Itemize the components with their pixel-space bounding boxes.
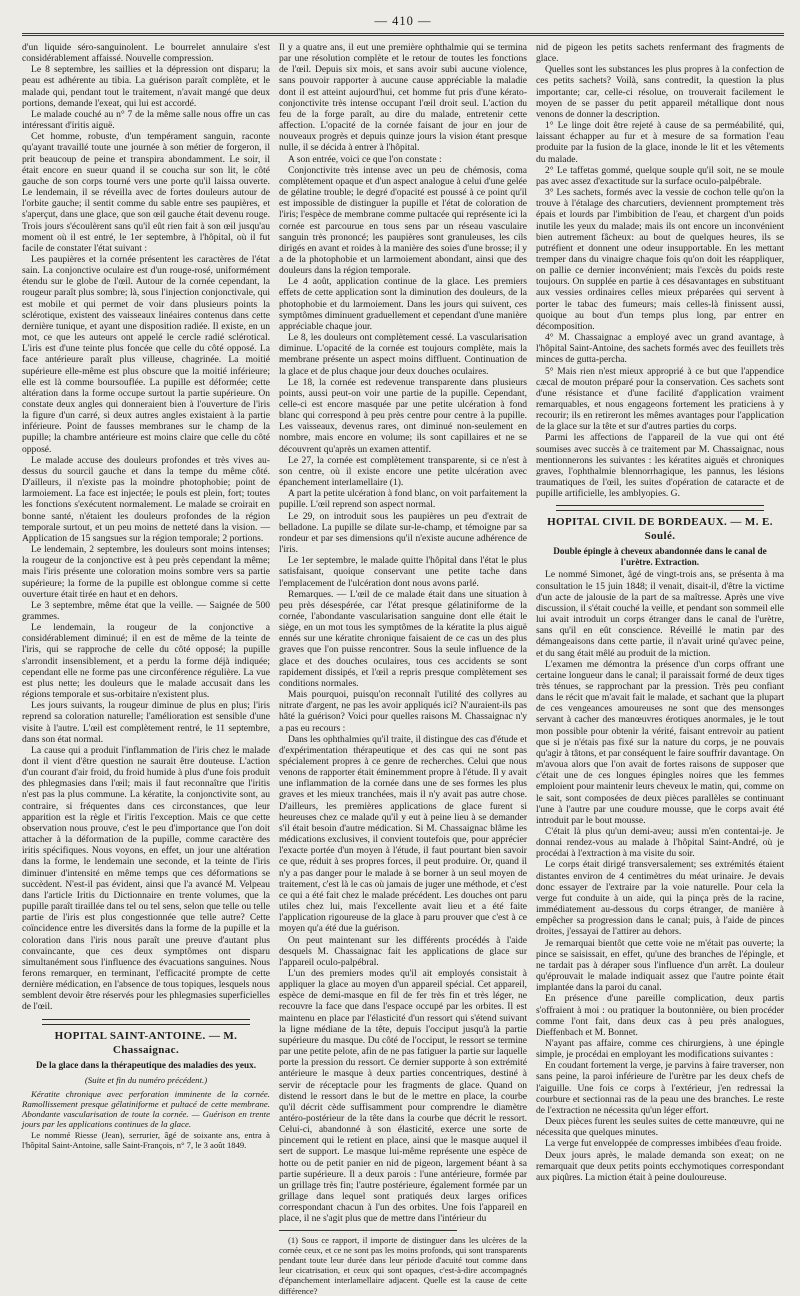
paragraph: d'un liquide séro-sanguinolent. Le bourrelet annulaire s'est considérablement affaissé. Nouvelle compression. [22, 42, 270, 65]
paragraph: A son entrée, voici ce que l'on constate : [288, 153, 442, 165]
paragraph: Il y a quatre ans, il eut une première ophthalmie qui se termina par une résolution complète et le retour de toutes les fonctions de l'œil. Depuis six mois, et sans avoir subi aucune violence, sans pouvoir rapporter à aucune cause appréciable la maladie dont il est atteint aujourd'hui, cet homme fut pris d'une kérato-conjonctivite très intense occupant l'œil droit seul. L'action du feu de la forge paraît, au dire du malade, entretenir cette affection. L'opacité de la cornée faisant de jour en jour de nouveaux progrès et depuis quinze jours la vision étant presque nulle, il se décida à entrer à l'hôpital. [279, 42, 527, 154]
section-title: HOPITAL SAINT-ANTOINE. — M. Chassaignac. [54, 1029, 238, 1056]
section-subtitle: De la glace dans la thérapeutique des maladies des yeux. [36, 1059, 256, 1070]
paragraph: Je remarquai bientôt que cette voie ne m'était pas ouverte; la pince se saisissait, en effet, qu'une des branches de l'épingle, et ne tardait pas à déraper sous l'influence d'un arrêt. La douleur qu'éprouvait le malade indiquait assez que l'autre pointe était implantée dans la paroi du canal. [536, 937, 784, 994]
paragraph: nid de pigeon les petits sachets renfermant des fragments de glace. [536, 42, 784, 65]
paragraph: Le malade accuse des douleurs profondes et très vives au-dessus du sourcil gauche et dans la tempe du même côté. D'ailleurs, il n'existe pas la moindre photophobie; point de larmoiement. La face est injectée; le pouls est plein, fort; toutes les fonctions s'exécutent normalement. Le malade se croirait en bonne santé, n'étaient les douleurs profondes de la région temporale surtout, et un peu moins de netteté dans la vision. — Application de 15 sangsues sur la région temporale; 2 portions. [22, 454, 270, 544]
paragraph: Parmi les affections de l'appareil de la vue qui ont été soumises avec succès à ce traitement par M. Chassaignac, nous mentionnerons les suivantes : les kératites aiguës et chroniques graves, l'ophthalmie blennorrhagique, les pannus, les lésions traumatiques de l'œil, les suites d'opération de cataracte et de pupille artificielle, les amblyopies. G. [536, 432, 784, 500]
paragraph: Les jours suivants, la rougeur diminue de plus en plus; l'iris reprend sa coloration naturelle; l'amélioration est sensible d'une visite à l'autre. L'œil est complètement rentré, le 11 septembre, dans son état normal. [22, 700, 270, 745]
paragraph: Quelles sont les substances les plus propres à la confection de ces petits sachets? Voilà, sans contredit, la question la plus importante; car, celle-ci résolue, on trouverait facilement le moyen de se passer du petit appareil métallique dont nous venons de donner la description. [536, 64, 784, 120]
paragraph: 5° Mais rien n'est mieux approprié à ce but que l'appendice cæcal de mouton préparé pour la conservation. Ces sachets sont d'une résistance et d'une facilité d'application vraiment remarquables, et nous engageons fortement les praticiens à y recourir; ils en retireront les mêmes avantages pour l'application de la glace sur la tête et sur d'autres parties du corps. [536, 365, 784, 433]
paragraph: L'un des premiers modes qu'il ait employés consistait à appliquer la glace au moyen d'un appareil spécial. Cet appareil, espèce de demi-masque en fil de fer très fin et très léger, ne recouvre la face que dans l'espace occupé par les orbites. Il est maintenu en place par l'élasticité d'un ressort qui s'étend suivant la ligne médiane de la tête, depuis l'occiput jusqu'à la partie supérieure du masque. Du côté de l'occiput, le ressort se termine par une petite pelote, afin de ne pas fatiguer la partie sur laquelle porte la pression du ressort. Ce dernier supporte à son extrémité antérieure le masque à deux parties concentriques, destiné à servir de réceptacle pour les fragments de glace. Quand on distend le ressort dans le but de le mettre en place, la courbe qu'il décrit cède suffisamment pour comprendre le diamètre antéro-postérieur de la tête dans la courbe que décrit le ressort. Celui-ci, abandonné à son élasticité, exerce une sorte de pincement qui le retient en place, ainsi que le masque auquel il sert de support. Le masque lui-même représente une espèce de hotte ou de petit panier en nid de pigeon, largement béant à sa partie supérieure. Il a deux parois : l'une antérieure, formée par un grillage très fin; l'autre postérieure, également formée par un grillage dans lequel sont pratiqués deux larges orifices correspondant chacun à l'un des orbites. Une fois l'appareil en place, il ne s'agit plus que de mettre dans l'intérieur du [279, 967, 527, 1225]
paragraph: Le nommé Riesse (Jean), serrurier, âgé de soixante ans, entra à l'hôpital Saint-Antoine, salle Saint-François, n° 7, le 3 août 1849. [22, 1129, 270, 1150]
column-left [22, 42, 270, 1150]
column-left-body [22, 42, 270, 1013]
paragraph: En coudant fortement la verge, je parvins à faire traverser, non sans peine, la paroi inférieure de l'urètre par les deux chefs de l'aiguille. Une fois ce corps à l'extérieur, j'en redressai la courbure et sectionnai ras de la peau une des branches. Le reste de l'extraction ne nécessita qu'un léger effort. [536, 1060, 784, 1116]
paragraph: Le 18, la cornée est redevenue transparente dans plusieurs points, aussi peut-on voir une partie de la pupille. Cependant, celle-ci est encore masquée par une petite ulcération à fond blanc qui correspond à peu près centre pour centre à la pupille. Les vaisseaux, devenus rares, ont diminué non-seulement en nombre, mais encore en volume; ils sont capillaires et ne se découvrent qu'après un examen attentif. [279, 376, 527, 455]
paragraph: Dans les ophthalmies qu'il traite, il distingue des cas d'étude et d'expérimentation thérapeutique et des cas qui ne sont pas spécialement propres à ce genre de recherches. Celui que nous venons de rapporter était éminemment propre à l'étude. Il y avait une inflammation de la cornée dans une de ses formes les plus graves et les mieux tranchées, mais il n'y avait pas autre chose. D'ailleurs, les premières applications de glace furent si heureuses chez ce malade qu'il y eut à peine lieu à se demander s'il était besoin d'autre médication. Si M. Chassaignac blâme les médications exclusives, il convient toutefois que, pour apprécier l'exacte portée d'un moyen à l'étude, il faut pourtant bien savoir ce que, réduit à ses propres forces, il peut produire. Or, quand il n'y a pas danger pour le malade à se borner à un seul moyen de traitement, c'est là le cas où jamais de juger une méthode, et c'est ce qui a été fait chez le malade précédent. Les douches ont paru utiles chez lui, mais l'excellente avait lieu et a été faite l'application rigoureuse de la glace à paru prouver que c'est à ce moyen qu'a été due la guérison. [279, 733, 527, 935]
paragraph: 3° Les sachets, formés avec la vessie de cochon telle qu'on la trouve à l'étalage des charcutiers, deviennent promptement très épais et lourds par l'imbibition de l'eau, et chargent d'un poids inutile les yeux du malade; mais ils ont encore un inconvénient bien autrement fâcheux: au bout de quelques heures, ils se putréfient et donnent une odeur insupportable. En les mettant tremper dans du vinaigre chaque fois qu'on doit les réappliquer, on pallie ce dernier inconvénient; mais l'excès du poids reste toujours. On supplée en partie à ces désavantages en substituant aux vessies ordinaires celles mieux préparées qui servent à porter le tabac des fumeurs; mais celles-là finissent aussi, quoique au bout d'un temps plus long, par entrer en décomposition. [536, 187, 784, 332]
paragraph: N'ayant pas affaire, comme ces chirurgiens, à une épingle simple, je procédai en employant les modifications suivantes : [536, 1037, 784, 1061]
footnote: (1) Sous ce rapport, il importe de distinguer dans les ulcères de la cornée ceux, et ce ne sont pas les moins profonds, qui sont transparents pendant toute leur durée dans leur période d'acuité tout comme dans leur cicatrisation, et ceux qui sont opaques, c'est-à-dire accompagnés d'épanchement interlamellaire adjacent. Quelle est la cause de cette différence? [279, 1234, 527, 1296]
paragraph: Le corps était dirigé transversalement; ses extrémités étaient distantes environ de 4 centimètres du méat urinaire. Je devais donc essayer de l'extraire par la voie naturelle. Pour cela la verge fut conduite à un aide, qui la pinça près de la racine, immédiatement au-dessous du corps étranger, de manière à empêcher sa progression dans le canal; puis, à l'aide de pinces droites, j'essayai de l'attirer au dehors. [536, 859, 784, 938]
page-header [22, 12, 784, 36]
paragraph: Le 1er septembre, le malade quitte l'hôpital dans l'état le plus satisfaisant, quoique conservant une petite tache dans l'emplacement de l'ulcération dont nous avons parlé. [279, 555, 527, 589]
column-right [536, 42, 784, 1183]
column-middle [279, 42, 528, 1296]
paragraph: Mais pourquoi, puisqu'on reconnaît l'utilité des collyres au nitrate d'argent, ne pas les avoir appliqués ici? N'auraient-ils pas hâté la guérison? Voici pour quelles raisons M. Chassaignac n'y a pas eu recours : [279, 689, 527, 734]
paragraph: Le malade couché au n° 7 de la même salle nous offre un cas intéressant d'iritis aiguë. [22, 108, 270, 132]
paragraph: Le 27, la cornée est complètement transparente, si ce n'est à son centre, où il existe encore une petite ulcération avec épanchement interlamellaire (1). [279, 454, 527, 489]
paragraph: Conjonctivite très intense avec un peu de chémosis, coma complètement opaque et d'un aspect analogue à celui d'une gelée de gélatine trouble; le degré d'opacité est poussé à ce point qu'il est impossible de distinguer la pupille et l'état de coloration de l'iris; l'espèce de membrane comme pultacée qui représente ici la cornée est parcourue en tous sens par un réseau vasculaire sanguin très prononcé; les paupières sont granuleuses, les cils dirigés en avant et roides à la manière des soies d'une brosse; il y a de la photophobie et un larmoiement abondant, ainsi que des douleurs dans la région temporale. [279, 164, 528, 277]
paragraph: Deux jours après, le malade demanda son exeat; on ne remarquait que deux petits points ecchymotiques correspondant aux piqûres. La miction était à peine douloureuse. [536, 1149, 784, 1183]
paragraph: 4° M. Chassaignac a employé avec un grand avantage, à l'hôpital Saint-Antoine, des sachets formés avec des feuillets très minces de gutta-percha. [536, 332, 784, 366]
paragraph: Deux pièces furent les seules suites de cette manœuvre, qui ne nécessita que quelques minutes. [536, 1116, 784, 1139]
text-columns [22, 42, 784, 1296]
paragraph: La verge fut enveloppée de compresses imbibées d'eau froide. [545, 1138, 782, 1150]
section-note: (Suite et fin du numéro précédent.) [84, 1074, 208, 1085]
section-divider [42, 1019, 250, 1025]
paragraph: Le lendemain, la rougeur de la conjonctive a considérablement diminué; il en est de même de la teinte de l'iris, qui se rapproche de celle du côté opposé; la pupille s'arrondit insensiblement, et a perdu la forme déjà indiquée; cependant elle ne forme pas une circonférence régulière. La vue est plus nette; les douleurs que le malade accusait dans les régions temporale et sus-orbitaire n'existent plus. [22, 622, 270, 701]
paragraph: A part la petite ulcération à fond blanc, on voit parfaitement la pupille. L'œil reprend son aspect normal. [279, 488, 527, 511]
paragraph: Le 4 août, application continue de la glace. Les premiers effets de cette application sont la diminution des douleurs, de la photophobie et du larmoiement. Dans les jours qui suivent, ces symptômes diminuent graduellement et cependant d'une manière appréciable chaque jour. [279, 276, 527, 332]
paragraph: Le 8, les douleurs ont complètement cessé. La vascularisation diminue. L'opacité de la cornée est toujours complète, mais la membrane présente un aspect moins diffluent. Continuation de la glace et de plus chaque jour deux douches oculaires. [279, 332, 527, 377]
paragraph: On peut maintenant sur les différents procédés à l'aide desquels M. Chassaignac fait les applications de glace sur l'appareil oculo-palpébral. [279, 934, 527, 968]
paragraph: L'examen me démontra la présence d'un corps offrant une certaine longueur dans le canal; il paraissait formé de deux tiges très ténues, se rapprochant par la pression. Très peu confiant dans le récit que m'avait fait le malade, et sachant que la plupart de ces vengeances amoureuses ne sont que des mensonges servant à cacher des manœuvres érotiques anormales, je le tout mon possible pour obtenir la vérité, faisant entrevoir au patient que si je n'étais pas fixé sur la nature du corps, je ne pouvais qu'agir à tâtons, et par conséquent le faire souffrir davantage. On m'avoua alors que l'on avait de fortes raisons de supposer que c'était une de ces longues épingles noires que les femmes emploient pour maintenir leurs cheveux le matin, qui, comme on le sait, sont composées de deux pièces parallèles se continuant l'une à l'autre par une coudure mousse, que le corps avait été introduit par le bout mousse. [536, 658, 784, 826]
paragraph: Remarques. — L'œil de ce malade était dans une situation à peu près désespérée, car l'état presque gélatiniforme de la cornée, l'abondante vascularisation sanguine dont elle était le siège, en un mot tous les symptômes de la kératite la plus aiguë ennés sur une kératite chronique faisaient de ce cas un des plus graves que l'on puisse rencontrer. Sous la seule influence de la glace et des douches oculaires, tous ces accidents se sont rapidement dissipés, et l'œil a repris presque complètement ses conditions normales. [279, 588, 527, 689]
paragraph: Le 29, on introduit sous les paupières un peu d'extrait de belladone. La pupille se dilate sur-le-champ, et témoigne par sa rondeur et par ses dimensions qu'il n'existe aucune adhérence de l'iris. [279, 510, 527, 556]
paragraph: La cause qui a produit l'inflammation de l'iris chez le malade dont il vient d'être question ne saurait être douteuse. L'action d'un courant d'air froid, du froid humide à plus d'une fois produit des phlegmasies dans l'œil; mais il faut reconnaître que l'iritis n'est pas la plus commune. La kératite, la conjonctivite sont, au contraire, si fréquentes dans ces circonstances, que leur apparition est la règle et l'iritis l'exception. Mais ce que cette observation nous prouve, c'est le peu d'importance que l'on doit attacher à la déformation de la pupille, comme caractère des iritis spécifiques. Nous voyons, en effet, un jour une altération dans la forme, le lendemain une seconde, et la teinte de l'iris diminuer d'intensité en même temps que ces déformations se succèdent. N'est-il pas évident, ainsi que l'a avancé M. Velpeau dans l'article Iritis du Dictionnaire en trente volumes, que la pupille paraît tiraillée dans tel ou tel sens, selon que telle ou telle partie de l'iris est plus congestionnée que telle autre? Cette coïncidence entre les diversités dans la forme de la pupille et la coloration dans l'iris nous paraît une preuve d'autant plus convaincante, que ces deux symptômes ont disparu simultanément sous l'influence des évacuations sanguines. Nous ferons remarquer, en terminant, l'efficacité prompte de cette dernière médication, en l'absence de tous topiques, lesquels nous semblent devoir être réservés pour les phlegmasies superficielles de l'œil. [22, 744, 270, 1013]
page-number: — 410 — [374, 14, 432, 28]
section-title: HOPITAL CIVIL DE BORDEAUX. — M. E. Soulé. [547, 516, 773, 543]
section-divider [556, 505, 764, 511]
paragraph: C'était là plus qu'un demi-aveu; aussi m'en contentai-je. Je donnai rendez-vous au malade à l'hôpital Saint-André, où je procédai à l'extraction à ma visite du soir. [536, 826, 784, 860]
paragraph: Le lendemain, 2 septembre, les douleurs sont moins intenses; la rougeur de la conjonctive est à peu près cependant la même; mais l'iris présente une coloration moins sombre vers sa partie supérieure; la forme de la pupille est oblongue comme si cette ouverture était tirée en haut et en dehors. [22, 544, 270, 600]
case-summary: Kératite chronique avec perforation imminente de la cornée. Ramollissement presque gélatiniforme et pultacé de cette membrane. Abondante vascularisation de toute la cornée. — Guérison en trente jours par les applications continues de la glace. [22, 1088, 270, 1130]
paragraph: Les paupières et la cornée présentent les caractères de l'état sain. La conjonctive oculaire est d'un rouge-rosé, uniformément étendu sur le globe de l'œil. Autour de la cornée cependant, la rougeur paraît plus sombre; là, sous l'injection conjonctivale, qui est mobile et qui permet de voir dans plusieurs points la sclérotique, existent des vaisseaux linéaires contenus dans cette dernière tunique, et ayant une disposition radiée. Il existe, en un mot, ce que les auteurs ont appelé le cercle radié sclérotical. L'iris est d'une teinte plus foncée que celle du côté opposé. La face antérieure paraît plus villeuse, chagrinée. La moitié supérieure elle-même est plus obscure que la moitié inférieure; elle est là comme boursouflée. La pupille est déformée; cette altération dans la forme occupe surtout la partie supérieure. On constate deux angles qui donneraient bien à l'ouverture de l'iris la figure d'un carré, si deux autres angles existaient à la partie inférieure. Point de fausses membranes sur le champ de la pupille; la chambre antérieure est moins claire que celle du côté opposé. [22, 253, 270, 455]
paragraph: 2° Le taffetas gommé, quelque souple qu'il soit, ne se moule pas avec assez d'exactitude sur la surface oculo-palpébrale. [536, 164, 784, 187]
footnote-divider [279, 1230, 457, 1231]
paragraph: En présence d'une pareille complication, deux partis s'offraient à moi : ou pratiquer la boutonnière, ou bien procéder comme l'ont fait, dans deux cas à peu près analogues, Dieffenbach et M. Bonnet. [536, 993, 784, 1038]
paragraph: 1° Le linge doit être rejeté à cause de sa perméabilité, qui, laissant échapper au fur et à mesure de sa formation l'eau produite par la fusion de la glace, inonde le lit et les vêtements du malade. [536, 120, 784, 165]
paragraph: Le 3 septembre, même état que la veille. — Saignée de 500 grammes. [22, 599, 270, 622]
section-subtitle: Double épingle à cheveux abandonnée dans le canal de l'urètre. Extraction. [553, 546, 767, 568]
paragraph: Le nommé Simonet, âgé de vingt-trois ans, se présenta à ma consultation le 15 juin 1848; il venait, disait-il, d'être la victime d'un acte de jalousie de la part de sa maîtresse. Après une vive discussion, il s'était couché la veille, et pendant son sommeil elle lui avait introduit un corps étranger dans le canal de l'urètre, sans qu'il en eût conscience. Réveillé le matin par des démangeaisons dans cette partie, il n'avait uriné qu'avec peine, et du sang était mêlé au produit de la miction. [536, 569, 784, 659]
paragraph: Cet homme, robuste, d'un tempérament sanguin, raconte qu'ayant travaillé toute une journée à son métier de forgeron, il prit beaucoup de peine et transpira abondamment. Le soir, il était encore en sueur quand il se coucha sur son lit, le côté gauche de son corps tourné vers une porte qu'il laissa ouverte. Le lendemain, il se réveilla avec de fortes douleurs autour de l'orbite gauche; il sentit comme du sable entre ses paupières, et s'aperçut, dans une glace, que son œil gauche était devenu rouge. Trois jours s'écoulèrent sans qu'il eût rien fait à son œil jusqu'au moment où il est entré, le 1er septembre, à l'hôpital, où il fut facile de constater l'état suivant : [22, 131, 270, 254]
paragraph: Le 8 septembre, les saillies et la dépression ont disparu; la peau est adhérente au tibia. La guérison paraît complète, et le malade qui, pendant tout le traitement, n'avait mangé que deux portions, demande l'exeat, qui lui est accordé. [22, 64, 270, 109]
